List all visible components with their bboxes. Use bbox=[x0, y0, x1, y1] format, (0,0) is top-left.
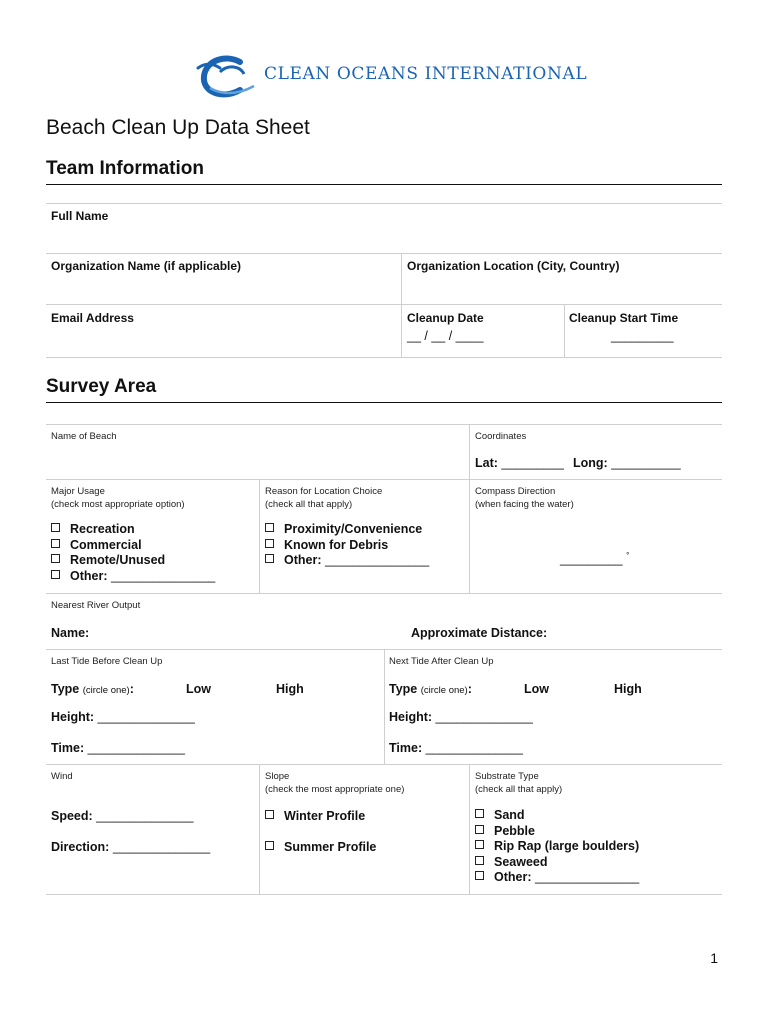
last-tide-label: Last Tide Before Clean Up bbox=[51, 656, 163, 667]
option-label: Proximity/Convenience bbox=[284, 522, 423, 536]
major-usage-title: Major Usage bbox=[51, 486, 105, 497]
compass-title: Compass Direction bbox=[475, 486, 556, 497]
email-field[interactable] bbox=[46, 324, 400, 356]
reason-options bbox=[265, 522, 429, 569]
next-tide-low-option[interactable]: Low bbox=[524, 682, 549, 696]
height-label: Height: bbox=[51, 710, 95, 724]
page-number: 1 bbox=[710, 950, 718, 966]
substrate-option-pebble[interactable] bbox=[475, 824, 639, 840]
checkbox-icon[interactable] bbox=[265, 810, 274, 819]
full-name-field[interactable] bbox=[46, 222, 722, 252]
latitude-label: Lat: bbox=[475, 456, 498, 470]
checkbox-icon[interactable] bbox=[265, 523, 274, 532]
time-label: Time: bbox=[51, 741, 85, 755]
compass-hint: (when facing the water) bbox=[475, 499, 574, 510]
checkbox-icon[interactable] bbox=[51, 523, 60, 532]
page-title: Beach Clean Up Data Sheet bbox=[46, 116, 310, 139]
organization-location-label: Organization Location (City, Country) bbox=[407, 259, 620, 273]
survey-heading-rule bbox=[46, 402, 722, 403]
longitude-label: Long: bbox=[573, 456, 608, 470]
email-label: Email Address bbox=[51, 311, 134, 325]
checkbox-icon[interactable] bbox=[475, 840, 484, 849]
longitude-blank: __________ bbox=[611, 456, 681, 470]
next-tide-time-field[interactable] bbox=[389, 741, 523, 755]
beach-name-label: Name of Beach bbox=[51, 431, 117, 442]
cleanup-start-time-label: Cleanup Start Time bbox=[569, 311, 679, 325]
wind-speed-field[interactable] bbox=[51, 809, 194, 823]
circle-one-hint: (circle one) bbox=[420, 685, 468, 696]
divider bbox=[46, 593, 722, 594]
divider bbox=[469, 424, 470, 593]
usage-option-recreation[interactable] bbox=[51, 522, 215, 538]
latitude-field[interactable] bbox=[475, 456, 564, 470]
colon: : bbox=[129, 682, 134, 696]
option-label: Remote/Unused bbox=[70, 553, 166, 567]
checkbox-icon[interactable] bbox=[51, 554, 60, 563]
option-label: Other: bbox=[70, 568, 108, 583]
latitude-blank: _________ bbox=[501, 456, 564, 470]
slope-title: Slope bbox=[265, 771, 290, 782]
checkbox-icon[interactable] bbox=[265, 841, 274, 850]
slope-option-winter[interactable] bbox=[265, 809, 365, 825]
wind-label: Wind bbox=[51, 771, 73, 782]
substrate-option-other[interactable] bbox=[475, 870, 639, 886]
compass-blank: _________ bbox=[560, 552, 623, 567]
next-tide-label: Next Tide After Clean Up bbox=[389, 656, 494, 667]
option-label: Known for Debris bbox=[284, 537, 389, 552]
team-information-heading: Team Information bbox=[46, 158, 204, 179]
substrate-option-rip-rap[interactable] bbox=[475, 839, 639, 855]
height-blank: ______________ bbox=[97, 710, 195, 724]
height-label: Height: bbox=[389, 710, 433, 724]
colon: : bbox=[467, 682, 472, 696]
direction-label: Direction: bbox=[51, 840, 110, 854]
reason-option-other[interactable] bbox=[265, 553, 429, 569]
option-label: Summer Profile bbox=[284, 840, 377, 854]
reason-label bbox=[265, 485, 382, 511]
logo-wordmark: CLEAN OCEANS INTERNATIONAL bbox=[264, 64, 588, 84]
divider bbox=[401, 253, 402, 357]
last-tide-time-field[interactable] bbox=[51, 741, 185, 755]
river-distance-label: Approximate Distance: bbox=[411, 626, 548, 640]
wind-direction-field[interactable] bbox=[51, 840, 210, 854]
type-label: Type bbox=[389, 682, 418, 696]
compass-direction-label bbox=[475, 485, 574, 511]
option-label: Commercial bbox=[70, 537, 142, 552]
slope-label bbox=[265, 770, 404, 796]
slope-hint: (check the most appropriate one) bbox=[265, 784, 405, 795]
clean-oceans-logo bbox=[196, 52, 588, 100]
next-tide-high-option[interactable]: High bbox=[614, 682, 642, 696]
divider bbox=[259, 479, 260, 593]
last-tide-low-option[interactable]: Low bbox=[186, 682, 211, 696]
survey-area-heading: Survey Area bbox=[46, 376, 157, 397]
reason-hint: (check all that apply) bbox=[265, 499, 353, 510]
major-usage-label bbox=[51, 485, 185, 511]
option-label: Other: bbox=[494, 870, 532, 884]
divider bbox=[46, 479, 722, 480]
circle-one-hint: (circle one) bbox=[82, 685, 130, 696]
time-label: Time: bbox=[389, 741, 423, 755]
checkbox-icon[interactable] bbox=[265, 539, 274, 548]
option-label: Seaweed bbox=[494, 854, 548, 869]
river-name-label: Name: bbox=[51, 626, 90, 640]
checkbox-icon[interactable] bbox=[475, 856, 484, 865]
slope-option-summer[interactable] bbox=[265, 840, 376, 856]
checkbox-icon[interactable] bbox=[51, 539, 60, 548]
cleanup-date-label: Cleanup Date bbox=[407, 311, 484, 325]
substrate-hint: (check all that apply) bbox=[475, 784, 563, 795]
reason-option-known-debris[interactable] bbox=[265, 538, 429, 554]
beach-name-field[interactable] bbox=[46, 444, 468, 478]
last-tide-height-field[interactable] bbox=[51, 710, 195, 724]
divider bbox=[469, 764, 470, 894]
direction-blank: ______________ bbox=[112, 840, 211, 854]
option-label: Winter Profile bbox=[284, 809, 366, 823]
other-blank: _______________ bbox=[324, 553, 430, 567]
cleanup-date-field[interactable]: __ / __ / ____ bbox=[407, 329, 484, 343]
divider bbox=[46, 304, 722, 305]
organization-name-label: Organization Name (if applicable) bbox=[51, 259, 242, 273]
divider bbox=[564, 304, 565, 357]
coordinates-label: Coordinates bbox=[475, 431, 527, 442]
substrate-title: Substrate Type bbox=[475, 771, 539, 782]
speed-label: Speed: bbox=[51, 809, 93, 823]
usage-option-other[interactable] bbox=[51, 569, 215, 585]
other-blank: _______________ bbox=[110, 568, 216, 583]
divider bbox=[46, 203, 722, 204]
time-blank: ______________ bbox=[425, 741, 523, 755]
major-usage-hint: (check most appropriate option) bbox=[51, 499, 185, 510]
degree-symbol: ° bbox=[626, 551, 630, 560]
time-blank: ______________ bbox=[87, 741, 185, 755]
nearest-river-label: Nearest River Output bbox=[51, 600, 141, 611]
checkbox-icon[interactable] bbox=[475, 871, 484, 880]
organization-name-field[interactable] bbox=[46, 272, 400, 302]
speed-blank: ______________ bbox=[96, 809, 194, 823]
compass-direction-field[interactable] bbox=[560, 551, 629, 566]
cleanup-start-time-field[interactable]: _________ bbox=[611, 329, 674, 343]
major-usage-options bbox=[51, 522, 215, 584]
divider bbox=[46, 424, 722, 425]
type-label: Type bbox=[51, 682, 80, 696]
last-tide-high-option[interactable]: High bbox=[276, 682, 304, 696]
divider bbox=[384, 649, 385, 764]
usage-option-commercial[interactable] bbox=[51, 538, 215, 554]
checkbox-icon[interactable] bbox=[265, 554, 274, 563]
divider bbox=[46, 357, 722, 358]
substrate-options bbox=[475, 808, 639, 886]
divider bbox=[46, 764, 722, 765]
river-name-field[interactable] bbox=[51, 626, 89, 640]
option-label: Other: bbox=[284, 553, 322, 567]
longitude-field[interactable] bbox=[573, 456, 681, 470]
organization-location-field[interactable] bbox=[402, 272, 722, 302]
divider bbox=[46, 253, 722, 254]
full-name-label: Full Name bbox=[51, 209, 109, 223]
divider bbox=[259, 764, 260, 894]
option-label: Pebble bbox=[494, 823, 535, 838]
next-tide-type-field bbox=[389, 682, 472, 696]
next-tide-height-field[interactable] bbox=[389, 710, 533, 724]
reason-option-proximity[interactable] bbox=[265, 522, 429, 538]
checkbox-icon[interactable] bbox=[51, 570, 60, 579]
wave-logo-icon bbox=[196, 52, 260, 100]
option-label: Rip Rap (large boulders) bbox=[494, 839, 640, 853]
checkbox-icon[interactable] bbox=[475, 825, 484, 834]
other-blank: _______________ bbox=[534, 870, 640, 884]
height-blank: ______________ bbox=[435, 710, 533, 724]
option-label: Sand bbox=[494, 808, 525, 822]
divider bbox=[46, 894, 722, 895]
option-label: Recreation bbox=[70, 522, 135, 536]
substrate-option-sand[interactable] bbox=[475, 808, 639, 824]
substrate-option-seaweed[interactable] bbox=[475, 855, 639, 871]
last-tide-type-field bbox=[51, 682, 134, 696]
reason-title: Reason for Location Choice bbox=[265, 486, 383, 497]
checkbox-icon[interactable] bbox=[475, 809, 484, 818]
usage-option-remote-unused[interactable] bbox=[51, 553, 215, 569]
team-heading-rule bbox=[46, 184, 722, 185]
river-distance-field[interactable] bbox=[411, 626, 547, 640]
substrate-label bbox=[475, 770, 562, 796]
